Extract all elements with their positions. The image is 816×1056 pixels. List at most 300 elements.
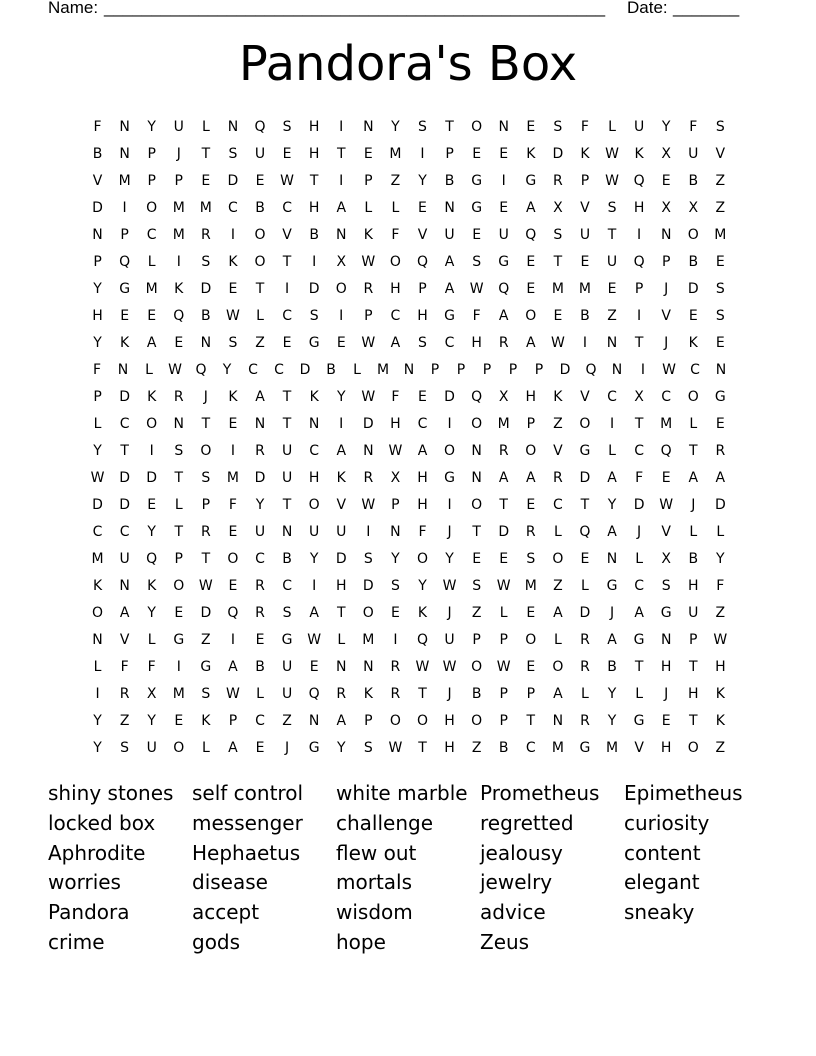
grid-letter: Q <box>227 604 239 621</box>
grid-letter: E <box>255 739 265 756</box>
grid-row <box>84 518 734 545</box>
grid-letter: Z <box>201 631 211 648</box>
grid-letter: S <box>526 550 536 567</box>
grid-letter: E <box>472 550 482 567</box>
grid-letter: R <box>580 712 590 729</box>
grid-letter: H <box>390 415 401 432</box>
grid-letter: E <box>715 415 725 432</box>
grid-letter: O <box>227 550 239 567</box>
grid-letter: E <box>228 577 238 594</box>
grid-letter: Z <box>471 604 482 621</box>
grid-letter: A <box>336 442 347 459</box>
grid-letter: T <box>634 658 644 675</box>
grid-letter: F <box>92 361 102 378</box>
grid-letter: J <box>447 685 452 702</box>
grid-letter: L <box>256 307 264 324</box>
grid-letter: L <box>93 415 102 432</box>
grid-letter: T <box>499 496 508 513</box>
grid-letter: R <box>336 685 347 702</box>
grid-letter: G <box>119 280 131 297</box>
grid-letter: E <box>418 199 427 216</box>
word-bank-item: worries <box>48 870 121 895</box>
grid-letter: T <box>336 145 346 162</box>
grid-letter: H <box>660 658 672 675</box>
grid-letter: O <box>173 739 185 756</box>
word-bank-item: accept <box>192 900 260 925</box>
grid-letter: I <box>447 496 452 513</box>
grid-letter: M <box>497 415 510 432</box>
grid-letter: R <box>580 658 590 675</box>
grid-letter: N <box>611 361 623 378</box>
grid-letter: C <box>390 307 401 324</box>
grid-letter: A <box>119 604 130 621</box>
grid-row <box>84 248 734 275</box>
grid-letter: A <box>607 523 617 540</box>
grid-letter: O <box>389 712 401 729</box>
grid-letter: Z <box>553 577 563 594</box>
grid-letter: R <box>363 280 374 297</box>
grid-letter: N <box>363 442 374 459</box>
grid-letter: K <box>526 145 536 162</box>
grid-letter: I <box>339 307 344 324</box>
grid-letter: Z <box>715 199 726 216</box>
grid-letter: N <box>200 334 212 351</box>
grid-letter: E <box>472 145 482 162</box>
grid-letter: Y <box>607 712 617 729</box>
grid-letter: I <box>122 199 127 216</box>
letter-grid <box>84 113 734 761</box>
grid-letter: E <box>147 307 157 324</box>
grid-letter: G <box>200 658 212 675</box>
grid-letter: J <box>664 685 669 702</box>
grid-letter: X <box>661 145 671 162</box>
grid-row <box>84 437 734 464</box>
grid-letter: F <box>147 658 156 675</box>
grid-letter: M <box>660 415 673 432</box>
grid-letter: D <box>146 469 158 486</box>
grid-letter: N <box>336 658 347 675</box>
grid-letter: U <box>173 118 184 135</box>
grid-letter: P <box>364 307 373 324</box>
grid-letter: M <box>118 172 131 189</box>
grid-letter: U <box>146 739 157 756</box>
grid-letter: X <box>390 469 401 486</box>
grid-letter: E <box>526 118 536 135</box>
grid-letter: A <box>228 658 238 675</box>
grid-letter: L <box>553 523 562 540</box>
grid-letter: D <box>362 577 374 594</box>
word-bank-item: shiny stones <box>48 781 174 805</box>
grid-letter: P <box>418 280 427 297</box>
grid-letter: K <box>228 388 238 405</box>
grid-letter: K <box>147 388 157 405</box>
grid-letter: D <box>714 496 726 513</box>
grid-letter: M <box>376 361 390 378</box>
grid-letter: N <box>498 118 509 135</box>
grid-letter: C <box>228 199 238 216</box>
word-bank-item: content <box>624 840 701 865</box>
grid-letter: C <box>661 388 672 405</box>
grid-letter: P <box>534 361 544 378</box>
grid-letter: R <box>498 334 509 351</box>
grid-letter: T <box>282 388 292 405</box>
grid-letter: A <box>336 712 347 729</box>
grid-letter: L <box>201 739 210 756</box>
grid-letter: O <box>552 658 564 675</box>
grid-letter: G <box>471 172 483 189</box>
grid-letter: A <box>417 442 428 459</box>
grid-letter: G <box>714 388 726 405</box>
word-bank-item: messenger <box>192 810 303 835</box>
grid-letter: A <box>498 307 509 324</box>
grid-letter: O <box>173 577 185 594</box>
grid-letter: T <box>688 658 698 675</box>
grid-letter: D <box>200 280 212 297</box>
grid-letter: D <box>444 388 455 405</box>
grid-letter: W <box>550 334 565 351</box>
grid-row <box>84 545 734 572</box>
grid-letter: B <box>282 550 292 567</box>
grid-letter: P <box>499 631 508 648</box>
grid-row <box>84 194 734 221</box>
grid-letter: C <box>309 442 320 459</box>
grid-letter: D <box>308 280 320 297</box>
grid-letter: Z <box>471 739 482 756</box>
grid-letter: J <box>447 604 452 621</box>
word-bank-item: Aphrodite <box>48 840 146 865</box>
grid-letter: K <box>553 388 563 405</box>
grid-letter: O <box>335 280 347 297</box>
grid-letter: M <box>199 199 212 216</box>
grid-letter: H <box>444 712 455 729</box>
grid-letter: U <box>281 685 293 702</box>
grid-letter: O <box>444 442 456 459</box>
grid-letter: B <box>201 307 211 324</box>
grid-letter: T <box>688 712 698 729</box>
grid-letter: C <box>92 523 103 540</box>
grid-letter: Y <box>336 388 346 405</box>
grid-letter: S <box>607 199 617 216</box>
grid-letter: T <box>445 118 454 135</box>
grid-letter: N <box>119 145 130 162</box>
grid-letter: U <box>688 145 699 162</box>
grid-letter: W <box>442 658 457 675</box>
word-bank-item: Zeus <box>480 929 530 954</box>
grid-letter: N <box>119 118 130 135</box>
grid-letter: W <box>280 172 294 189</box>
grid-letter: W <box>659 496 674 513</box>
grid-letter: W <box>361 496 376 513</box>
grid-letter: O <box>471 712 483 729</box>
date-blank-line: _______ <box>673 0 740 17</box>
grid-letter: S <box>174 442 184 459</box>
grid-letter: Y <box>661 118 671 135</box>
grid-letter: T <box>688 442 698 459</box>
grid-row <box>84 464 734 491</box>
grid-letter: B <box>92 145 103 162</box>
grid-letter: N <box>363 658 374 675</box>
grid-letter: D <box>579 469 591 486</box>
grid-letter: Q <box>254 118 266 135</box>
grid-letter: K <box>688 334 698 351</box>
grid-letter: M <box>578 280 591 297</box>
grid-letter: N <box>119 577 130 594</box>
grid-letter: I <box>312 253 317 270</box>
grid-letter: E <box>120 307 130 324</box>
word-bank-item: challenge <box>336 810 434 835</box>
grid-letter: M <box>551 280 564 297</box>
grid-letter: H <box>308 118 320 135</box>
grid-letter: F <box>716 577 725 594</box>
grid-letter: W <box>90 469 105 486</box>
grid-row <box>84 140 734 167</box>
grid-letter: W <box>198 577 213 594</box>
grid-letter: L <box>174 496 183 513</box>
grid-letter: R <box>119 685 130 702</box>
grid-letter: A <box>688 469 699 486</box>
grid-letter: O <box>416 550 428 567</box>
grid-letter: N <box>390 523 401 540</box>
word-bank-item: mortals <box>336 870 413 895</box>
grid-letter: A <box>715 469 726 486</box>
grid-letter: U <box>309 523 320 540</box>
grid-letter: L <box>581 685 589 702</box>
grid-letter: K <box>147 577 157 594</box>
grid-letter: Z <box>715 739 726 756</box>
grid-letter: P <box>634 280 644 297</box>
grid-letter: Y <box>607 496 617 513</box>
grid-letter: P <box>201 496 211 513</box>
grid-letter: V <box>661 523 671 540</box>
grid-letter: I <box>95 685 100 702</box>
grid-letter: W <box>662 361 676 378</box>
grid-row <box>84 275 734 302</box>
word-bank-item: curiosity <box>624 810 710 835</box>
grid-letter: H <box>390 280 401 297</box>
grid-letter: W <box>307 631 322 648</box>
grid-row <box>84 680 734 707</box>
grid-letter: Z <box>607 307 617 324</box>
grid-letter: B <box>498 739 509 756</box>
grid-letter: E <box>553 307 563 324</box>
grid-letter: G <box>281 631 293 648</box>
grid-letter: E <box>336 334 346 351</box>
grid-letter: O <box>525 442 537 459</box>
grid-letter: M <box>389 145 402 162</box>
grid-letter: N <box>660 631 672 648</box>
word-bank-item: wisdom <box>336 900 413 925</box>
grid-letter: T <box>634 415 644 432</box>
grid-letter: Z <box>553 415 563 432</box>
grid-letter: K <box>336 469 346 486</box>
grid-letter: V <box>580 388 590 405</box>
grid-letter: I <box>609 415 615 432</box>
grid-letter: S <box>282 604 292 621</box>
grid-letter: R <box>580 631 590 648</box>
grid-letter: D <box>92 496 103 513</box>
grid-letter: T <box>418 739 427 756</box>
grid-letter: W <box>605 172 619 189</box>
grid-letter: A <box>228 739 238 756</box>
grid-letter: N <box>471 442 482 459</box>
grid-letter: Z <box>715 604 726 621</box>
grid-letter: P <box>93 253 102 270</box>
grid-letter: A <box>390 334 401 351</box>
grid-letter: M <box>145 280 158 297</box>
grid-letter: T <box>282 415 292 432</box>
grid-letter: E <box>580 550 590 567</box>
grid-letter: L <box>716 523 725 540</box>
grid-letter: P <box>456 361 466 378</box>
grid-letter: T <box>120 442 129 459</box>
grid-letter: W <box>442 577 457 594</box>
grid-letter: Q <box>585 361 597 378</box>
grid-letter: G <box>444 307 455 324</box>
grid-letter: T <box>174 469 184 486</box>
grid-letter: E <box>255 172 265 189</box>
grid-letter: O <box>471 496 483 513</box>
grid-letter: E <box>282 334 292 351</box>
grid-letter: A <box>607 469 617 486</box>
grid-letter: F <box>580 118 589 135</box>
grid-letter: O <box>200 442 212 459</box>
grid-letter: E <box>309 658 319 675</box>
grid-letter: K <box>309 388 319 405</box>
grid-letter: E <box>715 334 725 351</box>
grid-letter: U <box>579 226 591 243</box>
grid-letter: B <box>688 172 699 189</box>
grid-letter: T <box>526 712 536 729</box>
grid-letter: E <box>472 226 482 243</box>
grid-letter: Y <box>147 523 156 540</box>
grid-letter: N <box>308 415 320 432</box>
grid-letter: S <box>715 307 725 324</box>
page-title: Pandora's Box <box>238 36 578 92</box>
grid-letter: Y <box>418 172 427 189</box>
grid-letter: N <box>92 631 103 648</box>
grid-letter: Y <box>607 685 617 702</box>
grid-letter: W <box>361 253 376 270</box>
name-blank-line: _____________________________________________________ <box>104 0 606 17</box>
grid-letter: Q <box>498 280 510 297</box>
grid-letter: O <box>92 604 104 621</box>
grid-letter: G <box>579 739 591 756</box>
grid-letter: A <box>553 685 563 702</box>
grid-letter: K <box>580 145 590 162</box>
grid-letter: E <box>418 388 427 405</box>
grid-letter: I <box>640 361 646 378</box>
grid-letter: E <box>255 631 265 648</box>
grid-letter: Q <box>660 442 672 459</box>
grid-letter: S <box>363 550 373 567</box>
word-bank-item: jewelry <box>480 870 553 895</box>
grid-letter: S <box>715 280 725 297</box>
grid-letter: D <box>335 550 347 567</box>
date-label: Date: <box>627 0 668 17</box>
grid-letter: U <box>281 469 293 486</box>
grid-letter: J <box>285 739 290 756</box>
grid-letter: M <box>226 469 239 486</box>
grid-letter: K <box>417 604 428 621</box>
grid-letter: B <box>580 307 590 324</box>
grid-letter: C <box>119 415 130 432</box>
grid-letter: E <box>688 307 698 324</box>
grid-letter: E <box>499 145 509 162</box>
grid-row <box>84 572 734 599</box>
grid-letter: A <box>607 631 617 648</box>
grid-letter: P <box>689 631 698 648</box>
grid-letter: D <box>633 496 645 513</box>
grid-letter: R <box>525 523 536 540</box>
grid-letter: S <box>363 739 373 756</box>
grid-letter: C <box>282 199 292 216</box>
grid-letter: C <box>274 361 284 378</box>
grid-letter: O <box>687 739 699 756</box>
grid-letter: F <box>228 496 237 513</box>
grid-letter: H <box>417 469 428 486</box>
grid-letter: T <box>255 280 265 297</box>
grid-letter: Q <box>416 631 428 648</box>
grid-letter: R <box>173 388 184 405</box>
grid-letter: P <box>174 550 183 567</box>
grid-letter: A <box>444 253 455 270</box>
grid-letter: P <box>526 415 536 432</box>
grid-letter: M <box>172 199 185 216</box>
grid-letter: K <box>715 685 725 702</box>
grid-letter: D <box>254 469 266 486</box>
word-bank-item: jealousy <box>480 840 563 865</box>
grid-letter: N <box>660 226 672 243</box>
word-bank-item: elegant <box>624 870 700 895</box>
grid-letter: R <box>255 604 265 621</box>
grid-letter: N <box>444 199 455 216</box>
grid-letter: I <box>176 253 181 270</box>
grid-letter: E <box>174 334 184 351</box>
word-bank-item: locked box <box>48 810 156 835</box>
grid-letter: O <box>525 631 537 648</box>
grid-letter: V <box>282 226 292 243</box>
grid-letter: T <box>282 496 292 513</box>
grid-letter: L <box>364 199 373 216</box>
grid-letter: L <box>256 685 264 702</box>
grid-letter: L <box>93 658 102 675</box>
grid-letter: I <box>230 631 235 648</box>
grid-letter: E <box>363 145 373 162</box>
grid-letter: A <box>526 469 536 486</box>
grid-letter: W <box>361 334 376 351</box>
grid-letter: P <box>364 172 373 189</box>
grid-letter: S <box>201 685 211 702</box>
grid-letter: D <box>299 361 311 378</box>
grid-letter: P <box>147 172 156 189</box>
grid-letter: E <box>174 712 184 729</box>
grid-letter: N <box>117 361 129 378</box>
grid-letter: Q <box>525 226 537 243</box>
grid-letter: P <box>482 361 492 378</box>
grid-letter: J <box>637 523 642 540</box>
grid-letter: I <box>176 658 181 675</box>
grid-letter: H <box>308 145 320 162</box>
grid-letter: E <box>661 172 671 189</box>
grid-letter: A <box>526 334 536 351</box>
grid-letter: Y <box>391 550 400 567</box>
grid-letter: B <box>688 550 699 567</box>
grid-letter: D <box>579 604 591 621</box>
grid-letter: Y <box>418 577 427 594</box>
grid-letter: O <box>525 307 537 324</box>
grid-letter: J <box>176 145 181 162</box>
grid-letter: S <box>309 307 319 324</box>
